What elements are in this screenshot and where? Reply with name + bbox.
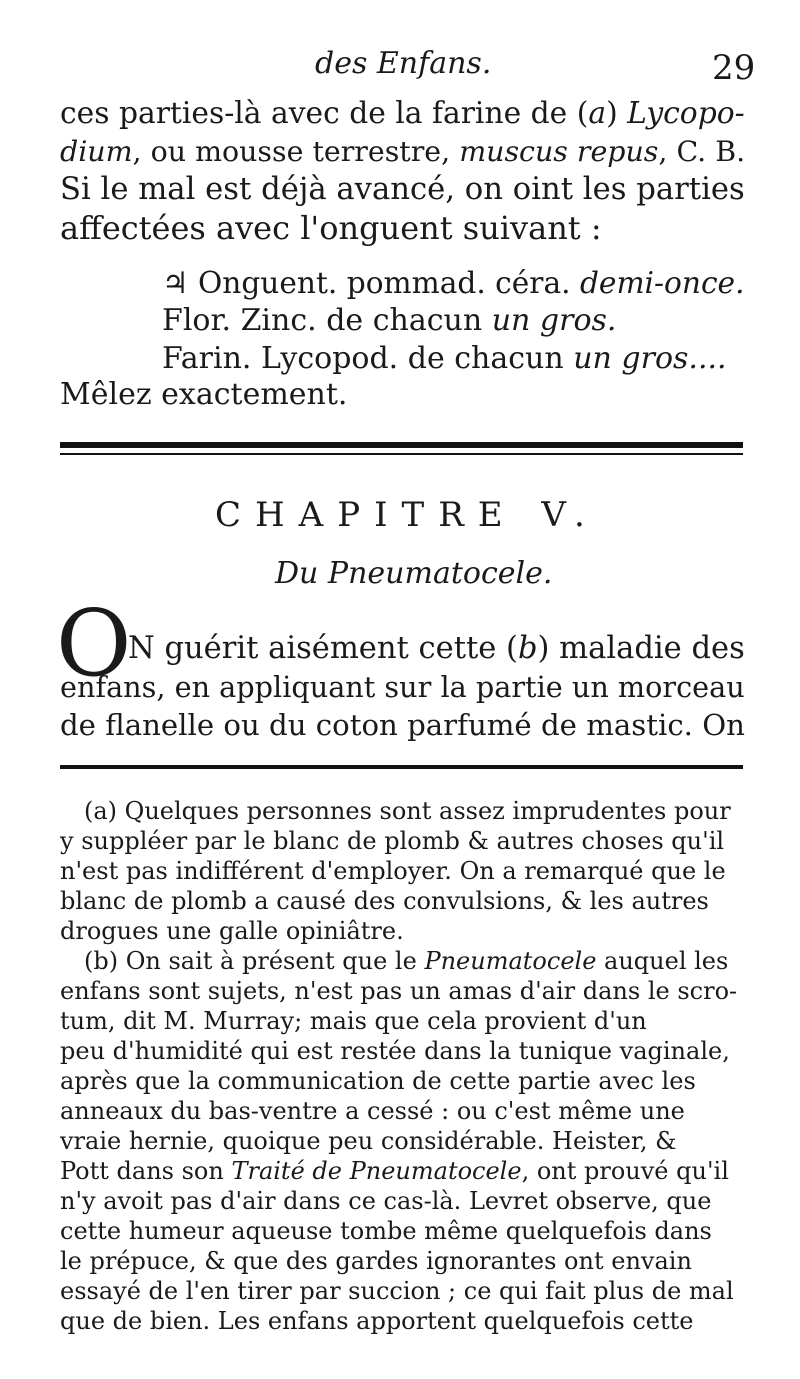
footnote-line: (a) Quelques personnes sont assez imprudentes pour — [84, 797, 731, 825]
footnote-line: cette humeur aqueuse tombe même quelquefois dans — [60, 1217, 712, 1245]
text-line: ces parties-là avec de la farine de (a) Lycopo- — [60, 96, 745, 131]
footnote-line: après que la communication de cette partie avec les — [60, 1067, 696, 1095]
running-title: des Enfans. — [315, 46, 492, 81]
text-line: de flanelle ou du coton parfumé de mastic. On — [60, 708, 745, 742]
footnote-line: essayé de l'en tirer par succion ; ce qui fait plus de mal — [60, 1277, 734, 1305]
footnote-line: y suppléer par le blanc de plomb & autres choses qu'il — [60, 827, 725, 855]
text-line: N guérit aisément cette (b) maladie des — [128, 631, 745, 666]
page-header — [0, 46, 800, 96]
footnote-line: peu d'humidité qui est restée dans la tunique vaginale, — [60, 1037, 730, 1065]
page-number: 29 — [712, 48, 756, 88]
recipe-closing: Mêlez exactement. — [60, 377, 348, 412]
footnote-line: n'est pas indifférent d'employer. On a remarqué que le — [60, 857, 726, 885]
text-line: dium, ou mousse terrestre, muscus repus, C. B. — [60, 135, 746, 168]
footnote-line: n'y avoit pas d'air dans ce cas-là. Levret observe, que — [60, 1187, 712, 1215]
footnote-line: (b) On sait à présent que le Pneumatocele auquel les — [84, 947, 729, 975]
text-line: affectées avec l'onguent suivant : — [60, 209, 602, 247]
recipe-line: Farin. Lycopod. de chacun un gros.... — [162, 341, 727, 376]
drop-cap: O — [56, 590, 132, 697]
footnote-divider — [60, 765, 743, 769]
footnote-line: enfans sont sujets, n'est pas un amas d'air dans le scro- — [60, 977, 738, 1005]
chapter-subtitle: Du Pneumatocele. — [275, 556, 553, 591]
chapter-title: CHAPITRE V. — [215, 495, 599, 535]
footnote-line: anneaux du bas-ventre a cessé : ou c'est même une — [60, 1097, 685, 1125]
footnote-line: le prépuce, & que des gardes ignorantes ont envain — [60, 1247, 692, 1275]
section-divider — [60, 442, 743, 455]
footnote-line: Pott dans son Traité de Pneumatocele, ont prouvé qu'il — [60, 1157, 729, 1185]
recipe-line: Flor. Zinc. de chacun un gros. — [162, 303, 617, 338]
text-line: enfans, en appliquant sur la partie un morceau — [60, 670, 745, 704]
recipe-line: ♃ Onguent. pommad. céra. demi-once. — [162, 265, 745, 300]
footnote-line: vraie hernie, quoique peu considérable. Heister, & — [60, 1127, 677, 1155]
footnote-line: tum, dit M. Murray; mais que cela provient d'un — [60, 1007, 647, 1035]
footnote-line: que de bien. Les enfans apportent quelquefois cette — [60, 1307, 694, 1335]
footnote-line: drogues une galle opiniâtre. — [60, 917, 404, 945]
text-line: Si le mal est déjà avancé, on oint les parties — [60, 172, 745, 207]
footnote-line: blanc de plomb a causé des convulsions, & les autres — [60, 887, 709, 915]
